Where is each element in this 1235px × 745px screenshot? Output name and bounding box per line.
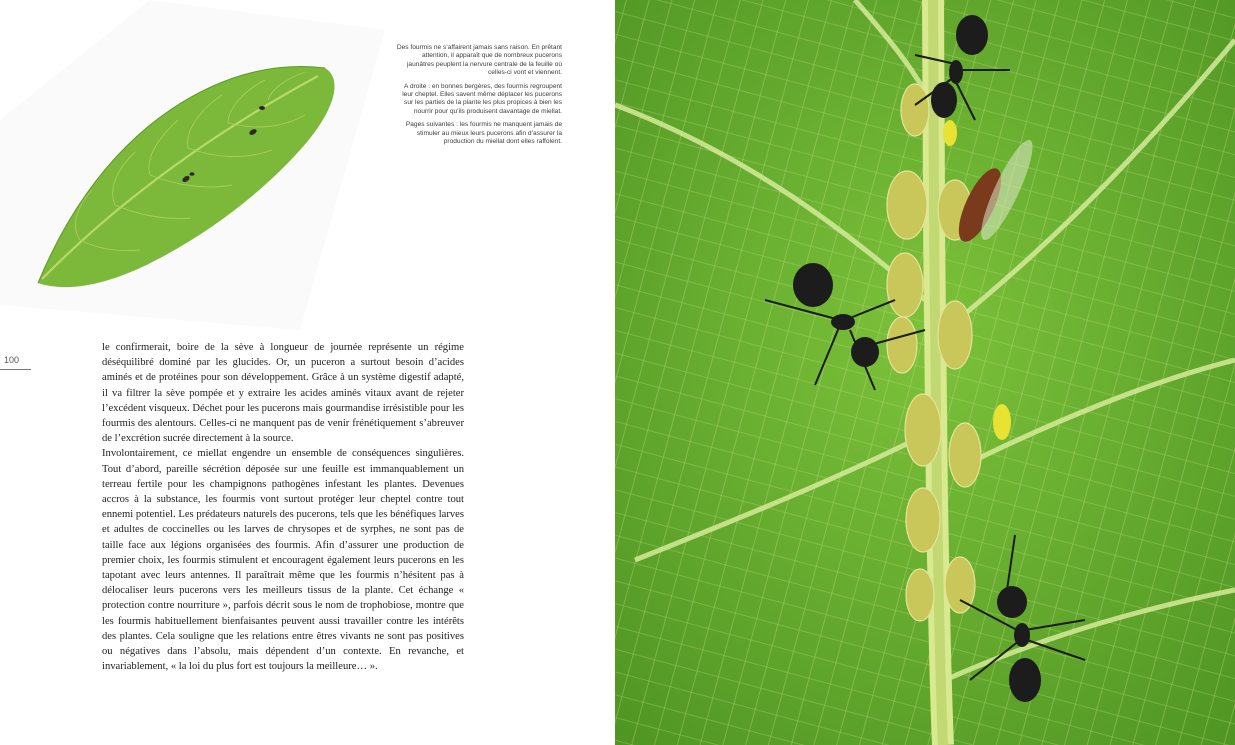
ants-and-aphids-photo xyxy=(615,0,1235,745)
left-page xyxy=(0,0,615,745)
body-paragraph-1: le confirmerait, boire de la sève à longueur de journée représente un régime déséquilibré dominé par les glucides. Or, un puceron a surtout besoin d’acides aminés et de protéines pour son développement. Grâce à un système digestif adapté, il va filtrer la sève pompée et y extraire les acides aminés vitaux avant de rejeter l’excédent visqueux. Déchet pour les pucerons mais gourmandise irrésistible pour les fourmis des alentours. Celles-ci ne manquent pas de venir frénétiquement s’abreuver de l’excrétion sucrée directement à la source. xyxy=(102,342,464,445)
walnut-leaf-photo xyxy=(0,0,390,340)
photo-captions xyxy=(396,44,562,151)
yellow-aphid-small-2 xyxy=(993,404,1011,440)
caption-1: Des fourmis ne s’affairent jamais sans raison. En prêtant attention, il apparaît que de nombreux pucerons jaunâtres peuplent la nervure centrale de la feuille où celles-ci vont et viennent. xyxy=(396,44,562,77)
right-page xyxy=(615,0,1235,745)
body-paragraph-2: Involontairement, ce miellat engendre un ensemble de conséquences singulières. Tout d’abord, pareille sécrétion déposée sur une feuille est immanquablement un terreau fertile pour les champignons pathogènes infestant les plantes. Devenues accros à la substance, les fourmis vont surtout protéger leur cheptel contre tout ennemi potentiel. Les prédateurs naturels des pucerons, tels que les bénéfiques larves et adultes de coccinelles ou les larves de chrysopes et de syrphes, ne sont pas de taille face aux légions organisées des fourmis. Afin d’assurer une production de premier choix, les fourmis stimulent et encouragent également leurs pucerons en les tapotant avec leurs antennes. Il paraîtrait même que les fourmis n’hésitent pas à délocaliser leurs pucerons vers les meilleurs tissus de la plante. Cet échange « protection contre nourriture », parfois décrit sous le nom de trophobiose, montre que les fourmis habituellement bienfaisantes peuvent aussi travailler contre les intérêts des plantes. Cela souligne que les relations entre êtres vivants ne sont pas positives ou négatives dans l’absolu, mais dépendent d’un contexte. En revanche, et invariablement, « la loi du plus fort est toujours la meilleure… ». xyxy=(102,448,464,673)
caption-3: Pages suivantes : les fourmis ne manquent jamais de stimuler au mieux leurs pucerons afin d’assurer la production du miellat dont elles raffolent. xyxy=(405,121,562,146)
body-text xyxy=(102,340,464,674)
caption-2: A droite : en bonnes bergères, des fourmis regroupent leur cheptel. Elles savent même déplacer les pucerons sur les parties de la plante les plus propices à bien les nourrir pour qu’ils produisent davantage de miellat. xyxy=(402,82,562,115)
yellow-aphid-small-1 xyxy=(943,120,957,146)
page-number: 100 xyxy=(4,355,20,365)
page-number-rule xyxy=(0,369,31,370)
